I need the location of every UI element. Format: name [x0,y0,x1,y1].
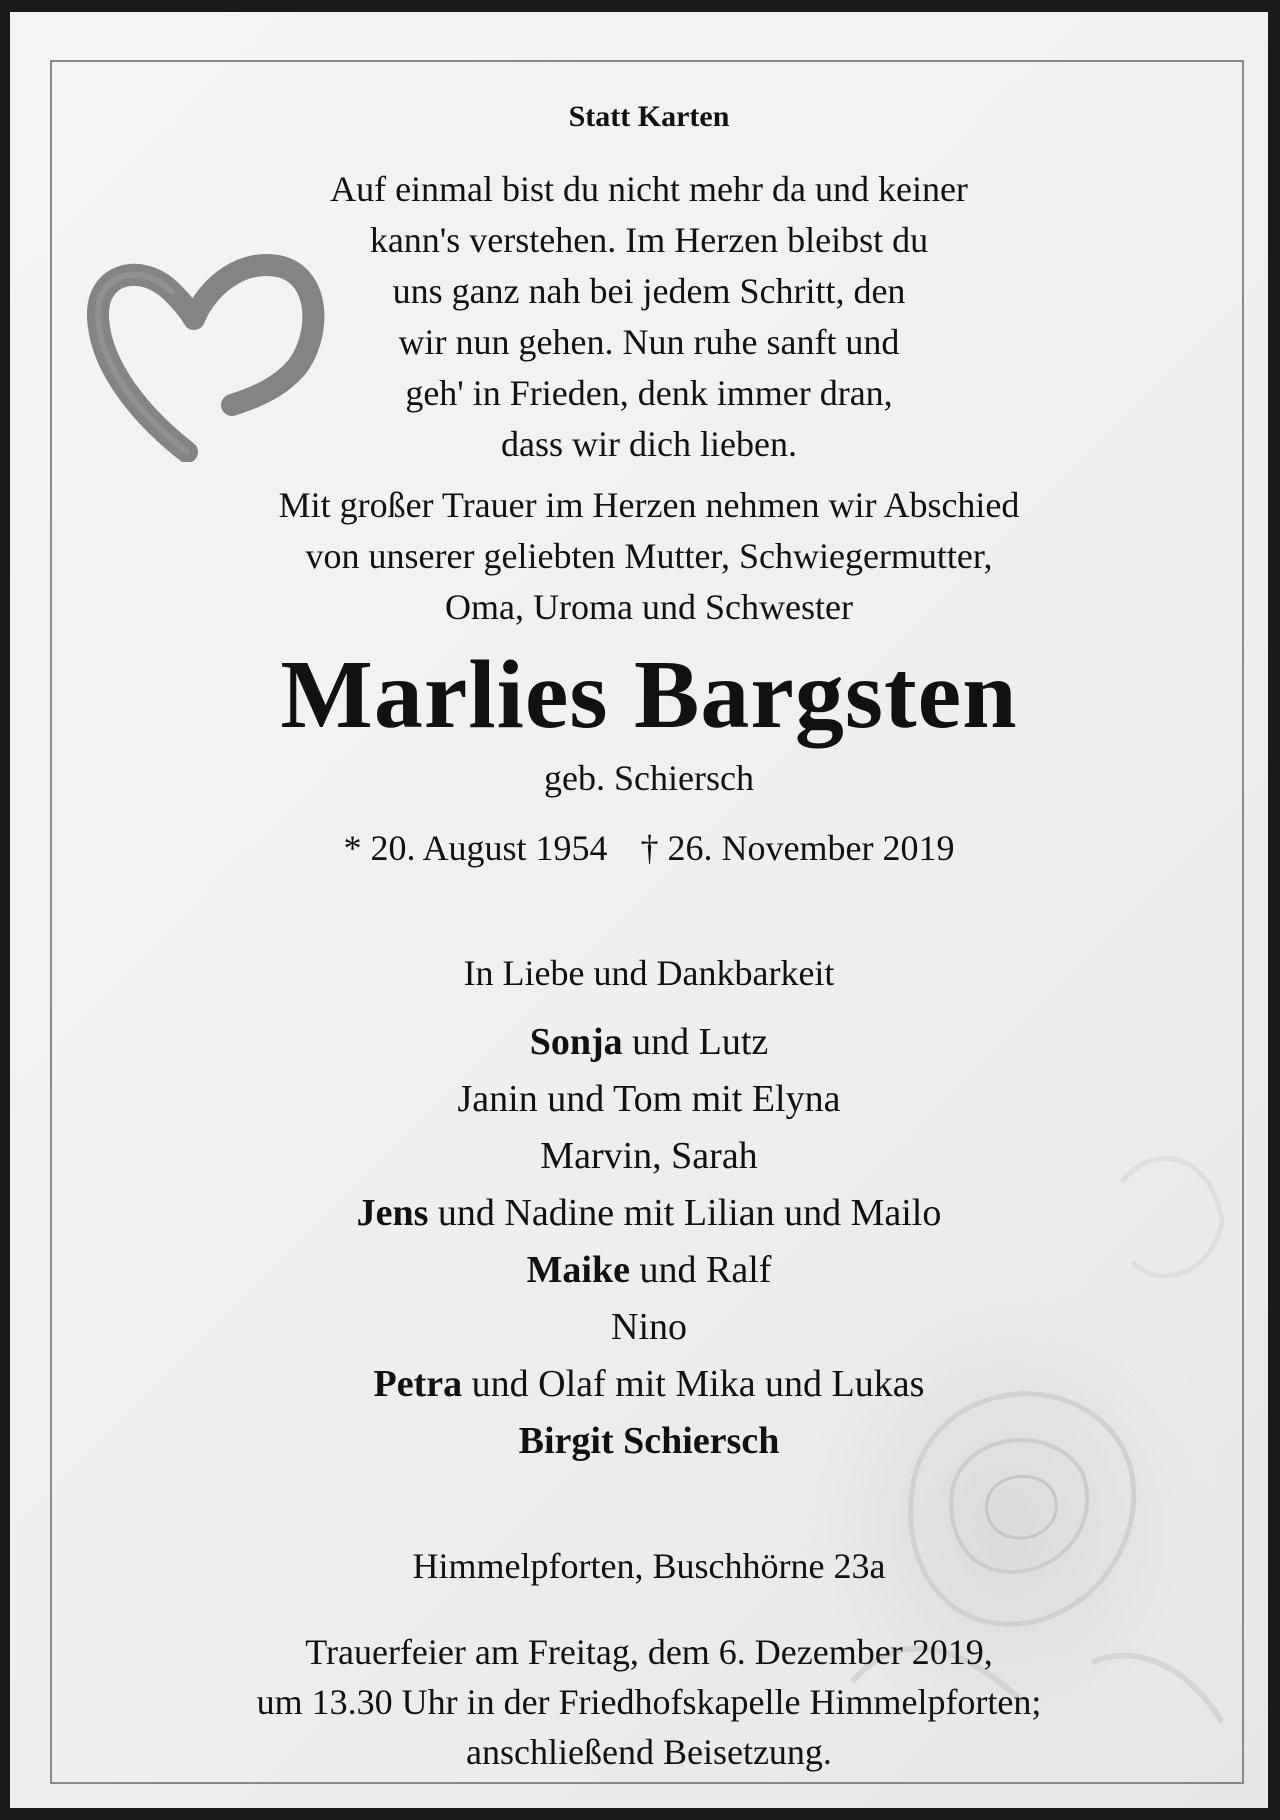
family-bold: Birgit Schiersch [518,1420,780,1462]
family-line [52,1071,1246,1128]
family-rest: und Lutz [622,1021,769,1063]
intro-line: Oma, Uroma und Schwester [445,587,853,627]
funeral-line: um 13.30 Uhr in der Friedhofskapelle Himmelpforten; [256,1682,1042,1722]
birth-date: * 20. August 1954 [343,828,608,868]
intro-line: Mit großer Trauer im Herzen nehmen wir Abschied [278,485,1020,525]
family-line [52,1299,1246,1356]
family-rest: und Ralf [630,1249,772,1291]
obituary-notice [10,12,1268,1808]
notice-content [52,62,1246,1786]
poem-line: wir nun gehen. Nun ruhe sanft und [398,322,900,362]
family-line [52,1242,1246,1299]
family-bold: Petra [373,1363,463,1405]
address: Himmelpforten, Buschhörne 23a [412,1546,886,1586]
family-line [52,1413,1246,1470]
family-rest: Nino [611,1306,687,1348]
poem-line: kann's verstehen. Im Herzen bleibst du [369,220,929,260]
closing-line: In Liebe und Dankbarkeit [463,953,835,993]
funeral-info [52,1627,1246,1777]
family-line [52,1014,1246,1071]
poem-line: geh' in Frieden, denk immer dran, [405,373,893,413]
family-rest: und Nadine mit Lilian und Mailo [428,1192,942,1234]
family-bold: Sonja [529,1021,623,1063]
life-dates [52,827,1246,869]
funeral-line: anschließend Beisetzung. [466,1732,832,1772]
poem-line: dass wir dich lieben. [501,424,797,464]
poem-line: uns ganz nah bei jedem Schritt, den [392,271,906,311]
family-line [52,1128,1246,1185]
notice-frame [50,60,1244,1784]
family-line [52,1356,1246,1413]
family-bold: Jens [356,1192,429,1234]
intro-line: von unserer geliebten Mutter, Schwiegermutter, [305,536,993,576]
death-date: † 26. November 2019 [640,828,955,868]
family-rest: und Olaf mit Mika und Lukas [462,1363,925,1405]
funeral-line: Trauerfeier am Freitag, dem 6. Dezember 2019, [305,1632,993,1672]
family-line [52,1185,1246,1242]
intro-text [52,480,1246,633]
deceased-name: Marlies Bargsten [280,641,1018,749]
family-bold: Maike [526,1249,630,1291]
poem-line: Auf einmal bist du nicht mehr da und keiner [330,169,968,209]
poem [52,164,1246,470]
family-list [52,1014,1246,1470]
birth-name: geb. Schiersch [544,758,754,798]
family-rest: Marvin, Sarah [540,1135,758,1177]
statt-karten-heading: Statt Karten [568,100,730,133]
family-rest: Janin und Tom mit Elyna [457,1078,841,1120]
